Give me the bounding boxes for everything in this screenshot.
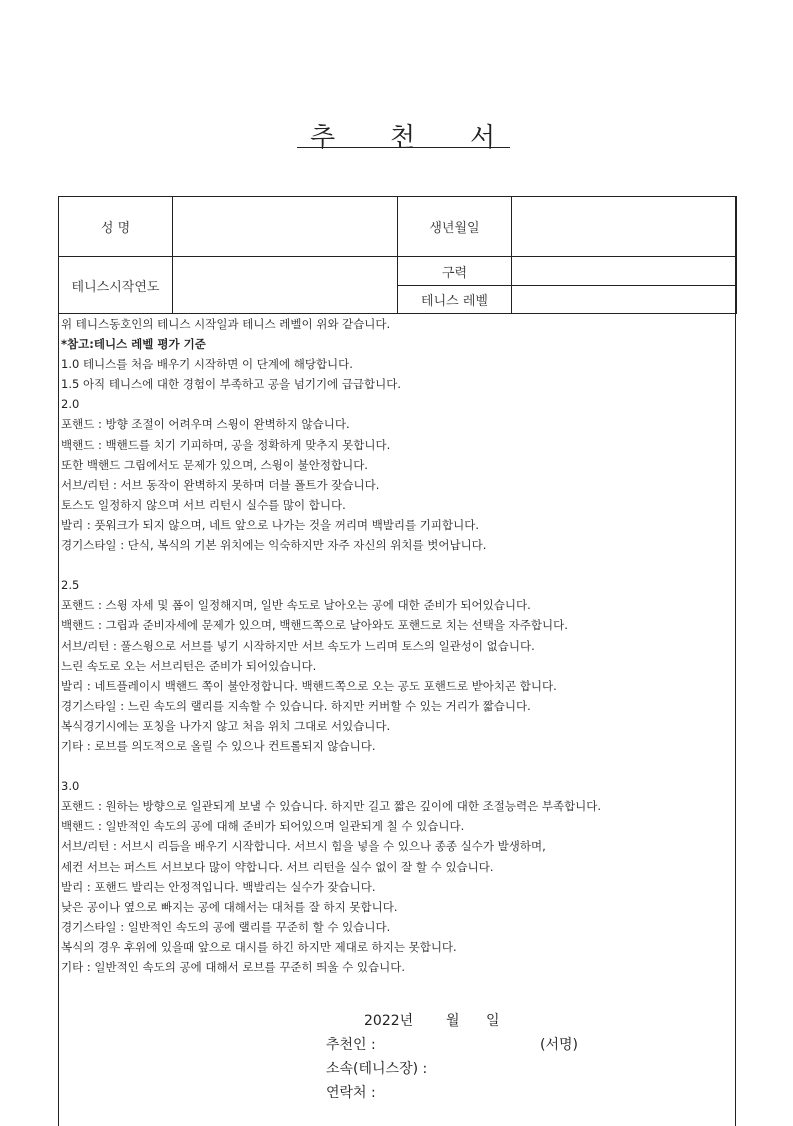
recommender-line xyxy=(297,1034,697,1058)
level-label: 테니스 레벨 xyxy=(398,286,512,314)
document-title xyxy=(297,117,510,153)
text-line: 포핸드 : 스윙 자세 및 폼이 일정해지며, 일반 속도로 날아오는 공에 대한 준비가 되어있습니다. xyxy=(61,598,531,613)
text-line: 발리 : 풋워크가 되지 않으며, 네트 앞으로 나가는 것을 꺼리며 백발리를 기피합니다. xyxy=(61,517,479,532)
start-year-field[interactable] xyxy=(173,257,398,314)
text-line: 기타 : 로브를 의도적으로 올릴 수 있으나 컨트롤되지 않습니다. xyxy=(61,738,376,753)
birth-label: 생년월일 xyxy=(398,197,512,257)
text-line: 3.0 xyxy=(61,779,80,794)
text-line: 또한 백핸드 그립에서도 문제가 있으며, 스윙이 불안정합니다. xyxy=(61,457,368,472)
blank-line xyxy=(61,756,735,776)
date-day: 일 xyxy=(486,1013,500,1029)
date-line xyxy=(297,1010,697,1034)
text-line: 세컨 서브는 퍼스트 서브보다 많이 약합니다. 서브 리턴을 실수 없이 잘 할 수 있습니다. xyxy=(61,859,494,874)
recommender-label: 추천인 : xyxy=(326,1037,376,1053)
level-field[interactable] xyxy=(512,286,737,314)
blank-line xyxy=(61,555,735,575)
name-field[interactable] xyxy=(173,197,398,257)
career-label: 구력 xyxy=(398,257,512,286)
text-line: 경기스타일 : 느린 속도의 랠리를 지속할 수 있습니다. 하지만 커버할 수 있는 거리가 짧습니다. xyxy=(61,698,531,713)
text-line: 2.5 xyxy=(61,578,80,593)
text-line: 경기스타일 : 일반적인 속도의 공에 랠리를 꾸준히 할 수 있습니다. xyxy=(61,919,391,934)
text-line: 복식경기시에는 포칭을 나가지 않고 처음 위치 그대로 서있습니다. xyxy=(61,718,391,733)
text-line: 백핸드 : 백핸드를 치기 기피하며, 공을 정확하게 맞추지 못합니다. xyxy=(61,437,391,452)
text-line: 포핸드 : 원하는 방향으로 일관되게 보낼 수 있습니다. 하지만 길고 짧은 깊이에 대한 조절능력은 부족합니다. xyxy=(61,799,602,814)
birth-field[interactable] xyxy=(512,197,737,257)
text-line: *참고:테니스 레벨 평가 기준 xyxy=(61,337,206,352)
career-field[interactable] xyxy=(512,257,737,286)
name-label: 성 명 xyxy=(59,197,173,257)
info-table xyxy=(58,196,737,314)
text-line: 2.0 xyxy=(61,397,80,412)
level-criteria-text xyxy=(61,314,735,977)
text-line: 느린 속도로 오는 서브리턴은 준비가 되어있습니다. xyxy=(61,658,317,673)
text-line: 경기스타일 : 단식, 복식의 기본 위치에는 익숙하지만 자주 자신의 위치를 벗어납니다. xyxy=(61,538,487,553)
text-line: 위 테니스동호인의 테니스 시작일과 테니스 레벨이 위와 같습니다. xyxy=(61,317,391,331)
text-line: 발리 : 포핸드 발리는 안정적입니다. 백발리는 실수가 잦습니다. xyxy=(61,879,376,894)
text-line: 1.5 아직 테니스에 대한 경험이 부족하고 공을 넘기기에 급급합니다. xyxy=(61,377,402,392)
text-line: 발리 : 네트플레이시 백핸드 쪽이 불안정합니다. 백핸드쪽으로 오는 공도 포핸드로 받아치곤 합니다. xyxy=(61,678,557,693)
text-line: 포핸드 : 방향 조절이 어려우며 스윙이 완벽하지 않습니다. xyxy=(61,417,350,432)
date-year: 2022년 xyxy=(364,1013,414,1029)
seal-label: (서명) xyxy=(540,1037,578,1053)
text-line: 백핸드 : 그립과 준비자세에 문제가 있으며, 백핸드쪽으로 날아와도 포핸드로 치는 선택을 자주합니다. xyxy=(61,618,568,633)
text-line: 낮은 공이나 옆으로 빠지는 공에 대해서는 대처를 잘 하지 못합니다. xyxy=(61,899,398,914)
text-line: 복식의 경우 후위에 있을때 앞으로 대시를 하긴 하지만 제대로 하지는 못합니다. xyxy=(61,939,457,954)
text-line: 1.0 테니스를 처음 배우기 시작하면 이 단계에 해당합니다. xyxy=(61,357,353,372)
start-year-label: 테니스시작연도 xyxy=(59,257,173,314)
text-line: 토스도 일정하지 않으며 서브 리턴시 실수를 많이 합니다. xyxy=(61,497,346,512)
contact-line xyxy=(297,1082,697,1106)
text-line: 백핸드 : 일반적인 속도의 공에 대해 준비가 되어있으며 일관되게 칠 수 있습니다. xyxy=(61,819,465,834)
text-line: 서브/리턴 : 풀스윙으로 서브를 넣기 시작하지만 서브 속도가 느리며 토스의 일관성이 없습니다. xyxy=(61,638,535,653)
contact-label: 연락처 : xyxy=(326,1085,376,1101)
text-line: 서브/리턴 : 서브시 리듬을 배우기 시작합니다. 서브시 힘을 넣을 수 있으나 종종 실수가 발생하며, xyxy=(61,839,546,854)
date-month: 월 xyxy=(446,1013,460,1029)
affiliation-line xyxy=(297,1058,697,1082)
text-line: 서브/리턴 : 서브 동작이 완벽하지 못하며 더블 폴트가 잦습니다. xyxy=(61,477,380,492)
title-char-2: 천 xyxy=(390,123,416,153)
title-char-1: 추 xyxy=(310,123,336,153)
signature-block xyxy=(297,1010,697,1106)
text-line: 기타 : 일반적인 속도의 공에 대해서 로브를 꾸준히 띄울 수 있습니다. xyxy=(61,960,406,974)
affiliation-label: 소속(테니스장) : xyxy=(326,1061,428,1077)
title-char-3: 서 xyxy=(470,123,496,153)
